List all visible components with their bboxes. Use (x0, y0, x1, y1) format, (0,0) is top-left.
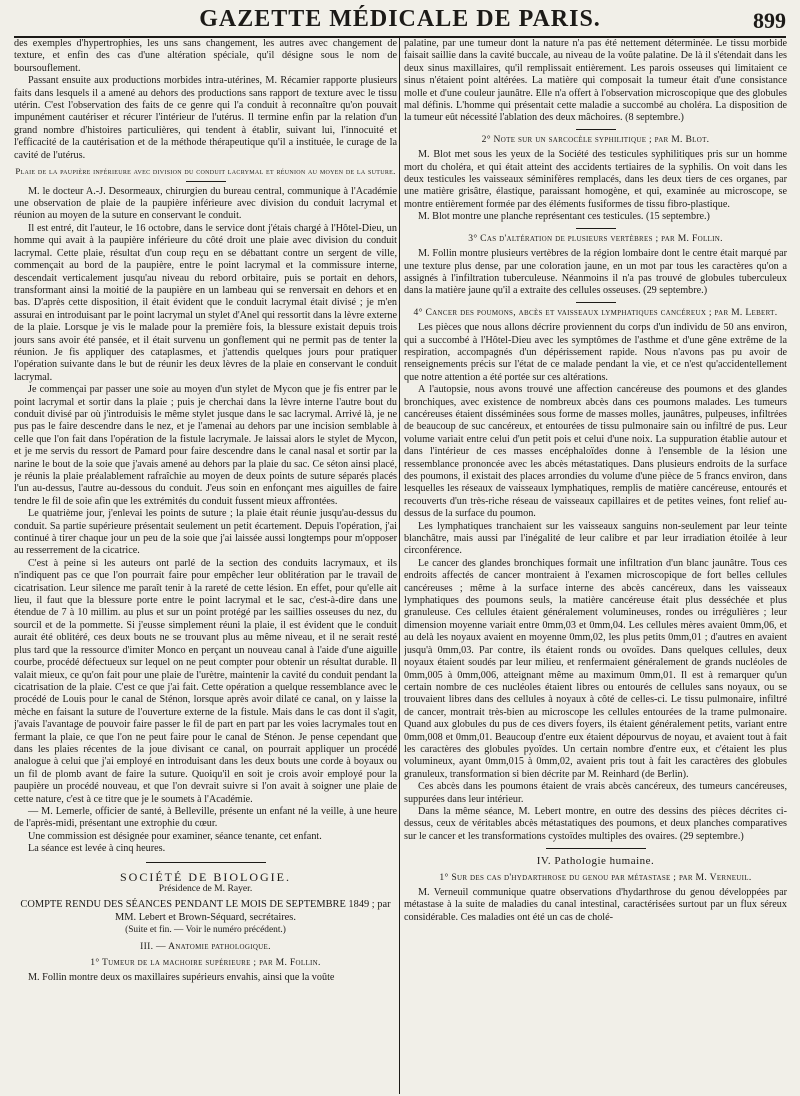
paragraph: Passant ensuite aux productions morbides intra-utérines, M. Récamier rapporte plusieurs faits dans lesquels il a amené au dehors des productions sans rapport de texture avec le tissu utérin. C'est l'observation des faits de ce genre qui l'a conduit à reconnaître qu'on pouvait impunément cautériser et récurer l'intérieur de l'utérus. Il termine enfin par la relation d'un grand nombre d'histoires particulières, qui tendent à établir, suivant lui, l'innocuité et l'efficacité de la cautérisation et de la méthode thérapeutique qu'il a instituée, le curage de la cavité de l'utérus. (14, 75, 397, 161)
subsection-heading-hydarthrose: 1° Sur des cas d'hydarthrose du genou par métastase ; par M. Verneuil. (439, 871, 752, 883)
left-column (14, 38, 397, 1094)
right-column (404, 38, 787, 1094)
section-heading-pathologie: IV. Pathologie humaine. (536, 855, 655, 868)
paragraph: M. Blot met sous les yeux de la Société des testicules syphilitiques pris sur un homme mort du choléra, et qui était atteint des accidents tertiaires de la syphilis. On voit dans les deux testicules les vaisseaux séminifères remplacés, dans les deux tiers de ces organes, par une matière grisâtre, élastique, paraissant homogène, et qui, examinée au microscope, se montre entièrement formée par des éléments fusiformes de tissu fibro-plastique. (404, 149, 787, 210)
report-suite: (Suite et fin. — Voir le numéro précédent.) (125, 925, 286, 936)
subsection-heading-tumeur: 1° Tumeur de la machoire supérieure ; par M. Follin. (90, 957, 321, 969)
section-heading-vertebres: 3° Cas d'altération de plusieurs vertèbres ; par M. Follin. (468, 232, 723, 244)
paragraph: Le quatrième jour, j'enlevai les points de suture ; la plaie était réunie jusqu'au-dessus du conduit. Sa partie supérieure présentait seulement un petit écartement. Depuis l'opération, j'ai continué à tirer chaque jour un peu de la soie que j'ai laissée aussi longtemps pour m'opposer au resserrement de la cicatrice. (14, 508, 397, 557)
paragraph: M. le docteur A.-J. Desormeaux, chirurgien du bureau central, communique à l'Académie une observation de plaie de la paupière inférieure avec division du conduit lacrymal et réunion au moyen de la suture en conservant le conduit. (14, 185, 397, 222)
page-header (14, 6, 786, 38)
paragraph: — M. Lemerle, officier de santé, à Belleville, présente un enfant né la veille, à une heure de l'après-midi, présentant une extrophie du cœur. (14, 805, 397, 830)
page-number: 899 (753, 8, 786, 33)
paragraph: Le cancer des glandes bronchiques formait une infiltration d'un blanc jaunâtre. Tous ces endroits affectés de cancer montraient à l'examen microscopique de fort belles cellules cancéreuses ; même à la surface interne des abcès cancéreux, dans les vaisseaux lymphatiques des poumons seuls, la matière cancéreuse était plus desséchée et plus granuleuse. Ces cellules étaient généralement volumineuses, rondes ou irrégulières ; leur dimension moyenne variait entre 0mm,03 et 0mm,04. Les cellules mères avaient 0mm,06, et au delà les noyaux avaient en moyenne 0mm,02, les plus petits 0mm,01 ; d'autres en avaient jusqu'à 0mm,03. Par contre, ils étaient ronds ou ovoïdes. Dans quelques cellules, deux noyaux étaient soudés par leur milieu, et renfermaient généralement de grands nucléoles de 0mm,005 à 0mm,006, atteignant même au maximum 0mm,01. Il est à remarquer qu'un certain nombre de ces nucléoles étaient libres ou entourés de cellules sans noyaux, ou se trouvaient libres dans des cellules à noyaux à côté de celles-ci. Le tissu pulmonaire, infiltré de cancer, montrait très-bien au microscope les cellules entourées de la trame pulmonaire. Quand aux globules du pus de ces divers foyers, ils étaient généralement petits, variant entre 0mm,008 et 0mm,01. Beaucoup d'entre eux étaient dépourvus de noyau, et avaient tout à fait les caractères des globules pyoïdes. Un certain nombre d'entre eux, et c'étaient les plus volumineux, ayant 0mm,015 à 0mm,02, avaient pris tout à fait les caractères des globules granuleux, transformation si bien décrite par M. Reinhard (de Berlin). (404, 557, 787, 780)
section-heading-sarcocele: 2° Note sur un sarcocèle syphilitique ; par M. Blot. (481, 133, 710, 145)
paragraph: La séance est levée à cinq heures. (28, 843, 166, 855)
divider (576, 129, 616, 130)
report-title: COMPTE RENDU DES SÉANCES PENDANT LE MOIS DE SEPTEMBRE 1849 ; par MM. Lebert et Brown-Séquard, secrétaires. (20, 899, 391, 923)
paragraph: M. Verneuil communique quatre observations d'hydarthrose du genou développées par métastase à la suite de maladies du canal intestinal, caractérisées surtout par un flux séreux considérable. Ces maladies ont été un cas de cholé- (404, 887, 787, 923)
paragraph: Les pièces que nous allons décrire proviennent du corps d'un individu de 50 ans environ, qui a succombé à l'Hôtel-Dieu avec les symptômes de l'asthme et d'une gêne extrême de la respiration, accompagnés d'un dépérissement rapide. Nous n'avons pas pu avoir de renseignements précis sur l'état de ce malade pendant la vie, et ce n'est qu'accidentellement que notre attention a été portée sur ces altérations. (404, 322, 787, 383)
paragraph: M. Follin montre deux os maxillaires supérieurs envahis, ainsi que la voûte (28, 972, 335, 984)
paragraph: Les lymphatiques tranchaient sur les vaisseaux sanguins non-seulement par leur teinte blanchâtre, mais aussi par l'inégalité de leur calibre et par leur irradiation étoilée à leur circonférence. (404, 520, 787, 557)
paragraph: M. Blot montre une planche représentant ces testicules. (15 septembre.) (418, 211, 710, 223)
paragraph: des exemples d'hypertrophies, les uns sans changement, les autres avec changement de texture, et enfin des cas d'une altération spéciale, qu'il désigne sous le nom de boursouflement. (14, 38, 397, 74)
section-heading-cancer: 4° Cancer des poumons, abcès et vaisseaux lymphatiques cancéreux ; par M. Lebert. (413, 306, 778, 318)
paragraph: Dans la même séance, M. Lebert montre, en outre des dessins des pièces décrites ci-dessus, ceux de véritables abcès métastatiques des poumons, et deux planches comparatives sur le cancer et les transformations cystoïdes multiples des ovaires. (29 septembre.) (404, 805, 787, 842)
paragraph: A l'autopsie, nous avons trouvé une affection cancéreuse des poumons et des glandes bronchiques, avec existence de nombreux abcès dans ces poumons malades. Les tumeurs cancéreuses étaient disséminées sous forme de masses molles, jaunâtres, pulpeuses, infiltrées de beaucoup de suc cancéreux, et entourées de tissu pulmonaire sain ou infiltré de pus. Leur volume variait entre celui d'un petit pois et celui d'une noix. La suppuration établie autour et dans l'intérieur de ces masses encéphaloïdes donne à l'ensemble de la lésion une ressemblance prononcée avec les abcès métastatiques. Dans plusieurs endroits de la surface des poumons, il existait des places arrondies du volume d'une pièce de 5 francs environ, dans lesquelles les réseaux de vaisseaux lymphatiques, remplis de matière cancéreuse, entourés et recouverts d'un très-riche réseau de vaisseaux capillaires et de petites veines, font relief au-dessus de la surface du poumon. (404, 384, 787, 520)
paragraph: Une commission est désignée pour examiner, séance tenante, cet enfant. (28, 830, 322, 842)
divider (146, 862, 266, 863)
section-heading-lacrymal: Plaie de la paupière inférieure avec division du conduit lacrymal et réunion au moyen de la suture. (15, 166, 396, 177)
divider (576, 302, 616, 303)
paragraph: Ces abcès dans les poumons étaient de vrais abcès cancéreux, des tumeurs cancéreuses, suppurées dans leur intérieur. (404, 781, 787, 805)
journal-title: GAZETTE MÉDICALE DE PARIS. (199, 6, 601, 32)
paragraph: C'est à peine si les auteurs ont parlé de la section des conduits lacrymaux, et ils n'indiquent pas ce que l'on pourrait faire pour empêcher leur oblitération par le travail de cicatrisation. Leur silence me paraît tenir à la rareté de cette lésion. En effet, pour qu'elle ait lieu, il faut que la blessure porte entre le point lacrymal et le sac, c'est-à-dire dans une étendue de 7 à 10 millim. au plus et sur un point protégé par les saillies osseuses du nez, du sourcil et de la pommette. Si j'eusse simplement réuni la plaie, il est évident que le conduit aurait été oblitéré, ces deux bouts ne se trouvant plus au même niveau, et il ne serait resté plus tard que la ressource d'imiter Monco en perçant un nouveau canal à l'aide d'une aiguille courbe, procédé défectueux sur lequel on ne peut compter pour obtenir un résultat durable. Il valait mieux, ce qu'on fait pour une plaie de l'urètre, maintenir la cavité du conduit pendant la cicatrisation de la plaie. C'est ce que j'ai fait. Cette opération a quelque ressemblance avec le procédé de Louis pour le canal de Sténon, lorsque après avoir dilaté ce canal, on y laisse la mèche en faisant la suture de l'ouverture externe de la fistule. Mais dans le cas dont il s'agit, j'avais l'avantage de pouvoir faire passer le fil de part en part par les voies lacrymales tout en fermant la plaie, ce que l'on ne peut faire pour le canal de Sténon. Je pense cependant que dans les plaies récentes de la joue divisant ce canal, on pourrait appliquer un procédé analogue à celui que j'ai employé en introduisant dans les deux bouts une corde à boyaux ou un fil de plomb avant de faire la suture. Quoiqu'il en soit je crois avoir employé pour la paupière un procédé nouveau, et que l'on devrait suivre si l'on avait à soigner une plaie de cette nature, c'est à ce titre que je le soumets à l'Académie. (14, 557, 397, 805)
paragraph: M. Follin montre plusieurs vertèbres de la région lombaire dont le centre était marqué par une texture plus dense, par une coloration jaune, en un mot par tous les caractères qu'on a assignés à l'infiltration tuberculeuse. Néanmoins il n'a pas trouvé de globules tuberculeux dans la matière jaune qu'il a extraite des cellules osseuses. (29 septembre.) (404, 248, 787, 297)
paragraph: Il est entré, dit l'auteur, le 16 octobre, dans le service dont j'étais chargé à l'Hôtel-Dieu, un homme qui avait à la paupière inférieure du côté droit une plaie avec division du conduit lacrymal. Cette plaie, résultat d'un coup reçu en se débattant contre un sergent de ville, commençait au bord de la paupière, entre le point lacrymal et la commissure interne, descendait verticalement jusqu'au niveau du rebord orbitaire, puis se portait en dehors, transformant ainsi la moitié de la paupière en un lambeau qui se renversait en dehors et en bas. D'après cette disposition, il était évident que le conduit lacrymal était divisé ; je m'en assurai en introduisant par le point lacrymal un stylet d'Anel qui ressortit dans la lèvre externe de la plaie. Lorsque je vis le malade pour la première fois, la blessure existait depuis trois jours sans avoir été pansée, et il était survenu un gonflement qui ne permit pas de tenter la réunion. Je fis appliquer des cataplasmes, et j'attendis quelques jours pour pratiquer l'opération suivante dans le but de réunir les deux lèvres de la plaie en conservant le conduit lacrymal. (14, 222, 397, 383)
column-divider (399, 38, 400, 1094)
divider (576, 228, 616, 229)
society-presidence: Présidence de M. Rayer. (158, 883, 253, 894)
section-heading-anatomie: III. — Anatomie pathologique. (140, 940, 271, 952)
divider (186, 181, 226, 182)
divider (546, 848, 646, 849)
paragraph: Je commençai par passer une soie au moyen d'un stylet de Mycon que je fis entrer par le point lacrymal et sortir dans la plaie ; puis je cherchai dans la lèvre interne l'autre bout du conduit divisé par où j'introduisis le même stylet jusque dans le sac lacrymal. Arrivé là, je ne pus pas le faire descendre dans le nez, et je l'amenai au dehors par une incision semblable à celle que l'on fait dans l'opération de la fistule lacrymale. Je laissai alors le stylet de Mycon, et je me servis du ressort de Pamard pour faire descendre dans le canal nasal et sortir par la narine le bout de la soie que j'avais amené au dehors par la plaie du sac. Ce séton ainsi placé, je réunis la plaie préalablement rafraîchie au moyen de deux points de suture séparés placés l'un au-dessus, l'autre au-dessous du conduit. J'eus soin en enfonçant mes aiguilles de faire tendre le fil de soie afin que les extrémités du conduit fussent mieux affrontées. (14, 384, 397, 507)
paragraph: palatine, par une tumeur dont la nature n'a pas été nettement déterminée. Le tissu morbide faisait saillie dans la cavité buccale, au niveau de la voûte palatine. De là il s'étendait dans les deux sinus maxillaires, qu'il remplissait entièrement. Les parois osseuses qui limitaient ce sinus n'étaient point altérées. La matière qui composait la tumeur était d'une consistance molle et d'une couleur jaunâtre. Elle n'a offert à l'observation microscopique que des globules mal définis. L'homme qui présentait cette maladie a succombé au choléra. La disposition de la tumeur eût nécessité l'ablation des deux mâchoires. (8 septembre.) (404, 38, 787, 124)
society-title: SOCIÉTÉ DE BIOLOGIE. (120, 869, 291, 884)
